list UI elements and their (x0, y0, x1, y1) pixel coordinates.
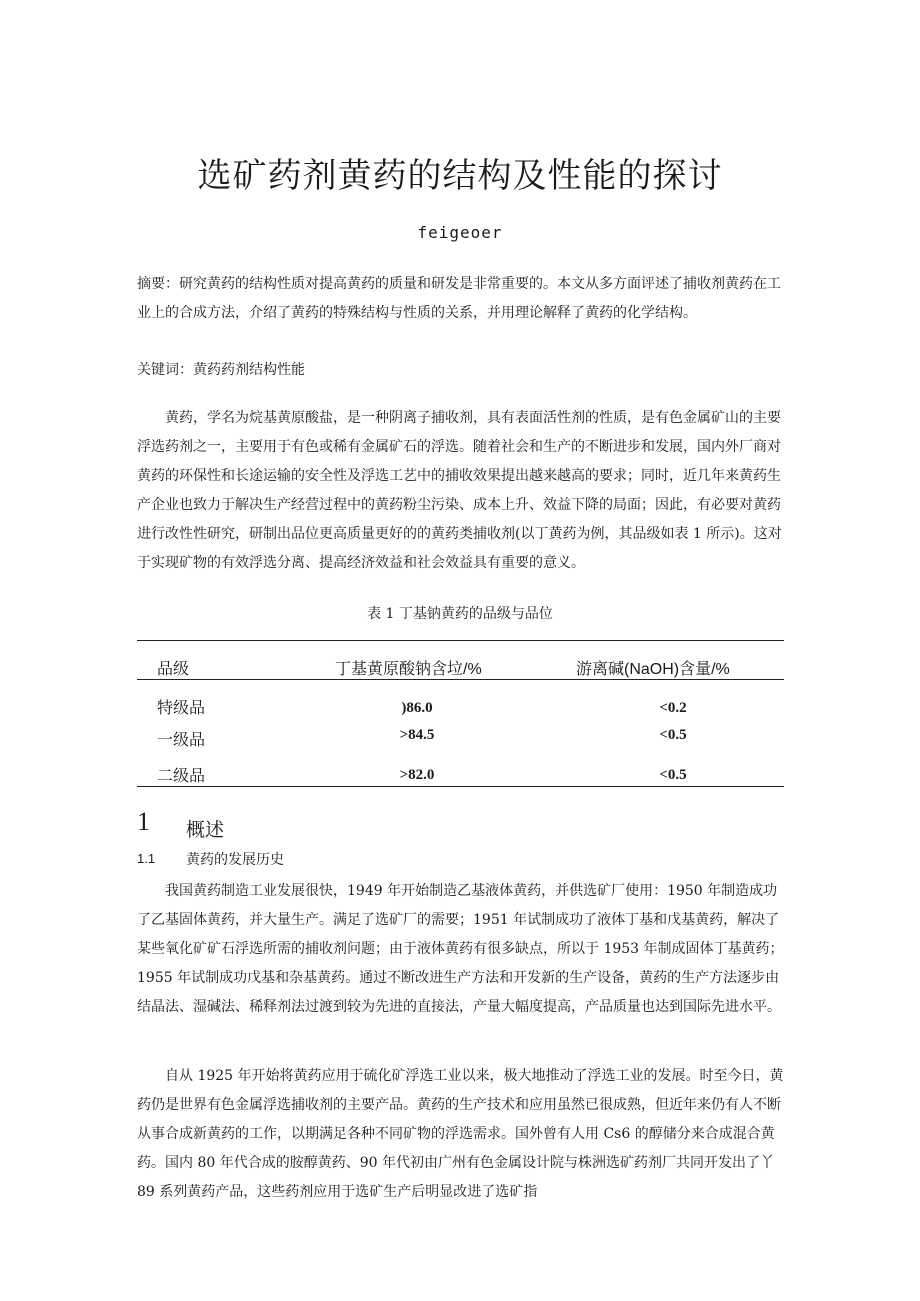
table-row-alkali: <0.5 (659, 727, 687, 743)
author-name: feigeoer (417, 223, 503, 242)
table-row-alkali: <0.5 (659, 767, 687, 783)
table-header-alkali: 游离碱(NaOH)含量/% (576, 661, 730, 678)
paper-title: 选矿药剂黄药的结构及性能的探讨 (197, 156, 723, 196)
table-row-grade: 特级品 (157, 700, 206, 717)
subsection-number: 1.1 (137, 851, 156, 866)
abstract: 摘要：研究黄药的结构性质对提高黄药的质量和研发是非常重要的。本文从多方面评述了捕收剂黄药在工业上的合成方法，介绍了黄药的特殊结构与性质的关系，并用理论解释了黄药的化学结构。 (137, 276, 781, 321)
intro-paragraph: 黄药，学名为烷基黄原酸盐，是一种阴离子捕收剂，具有表面活性剂的性质，是有色金属矿山的主要浮选药剂之一，主要用于有色或稀有金属矿石的浮选。随着社会和生产的不断进步和发展，国内外厂商对黄药的环保性和长途运输的安全性及浮选工艺中的捕收效果提出越来越高的要求；同时，近几年来黄药生产企业也致力于解决生产经营过程中的黄药粉尘污染、成本上升、效益下降的局面；因此，有必要对黄药进行改性性研究，研制出品位更高质量更好的的黄药类捕收剂(以丁黄药为例，其品级如表 1 所示)。这对于实现矿物的有效浮选分离、提高经济效益和社会效益具有重要的意义。 (137, 410, 782, 571)
grade-table (137, 640, 784, 788)
history-paragraph: 我国黄药制造工业发展很快，1949 年开始制造乙基液体黄药，并供选矿厂使用：1950 年制造成功了乙基固体黄药，并大量生产。满足了选矿厂的需要；1951 年试制成功了液体丁基和戊基黄药，解决了某些氧化矿矿石浮选所需的捕收剂问题；由于液体黄药有很多缺点，所以于 1953 年制成固体丁基黄药；1955 年试制成功戊基和杂基黄药。通过不断改进生产方法和开发新的生产设备，黄药的生产方法逐步由结晶法、湿碱法、稀释剂法过渡到较为先进的直接法，产量大幅度提高，产品质量也达到国际先进水平。 (137, 883, 784, 1015)
table-bottom-rule (137, 786, 784, 787)
application-paragraph: 自从 1925 年开始将黄药应用于硫化矿浮选工业以来，极大地推动了浮选工业的发展。时至今日，黄药仍是世界有色金属浮选捕收剂的主要产品。黄药的生产技术和应用虽然已很成熟，但近年来仍有人不断从事合成新黄药的工作，以期满足各种不同矿物的浮选需求。国外曾有人用 Cs6 的醇储分来合成混合黄药。国内 80 年代合成的胺醇黄药、90 年代初由广州有色金属设计院与株洲选矿药剂厂共同开发出了丫 89 系列黄药产品，这些药剂应用于选矿生产后明显改进了选矿指 (137, 1068, 784, 1200)
section-number: 1 (137, 807, 150, 836)
table-row-content: >82.0 (399, 767, 435, 783)
subsection-title: 黄药的发展历史 (186, 852, 284, 868)
table-header-grade: 品级 (157, 661, 190, 678)
keywords: 关键词：黄药药剂结构性能 (137, 362, 305, 378)
table-header-content: 丁基黄原酸钠含垃/% (335, 661, 482, 678)
section-title: 概述 (186, 819, 225, 841)
table-row-grade: 一级品 (157, 732, 206, 749)
table-row-alkali: <0.2 (659, 700, 687, 716)
table-row-content: )86.0 (401, 700, 433, 716)
table-row-grade: 二级品 (157, 768, 206, 785)
table-caption: 表 1 丁基钠黄药的品级与品位 (367, 606, 553, 622)
table-top-rule (137, 640, 784, 641)
table-row-content: >84.5 (399, 727, 435, 743)
table-header-rule (137, 679, 784, 680)
